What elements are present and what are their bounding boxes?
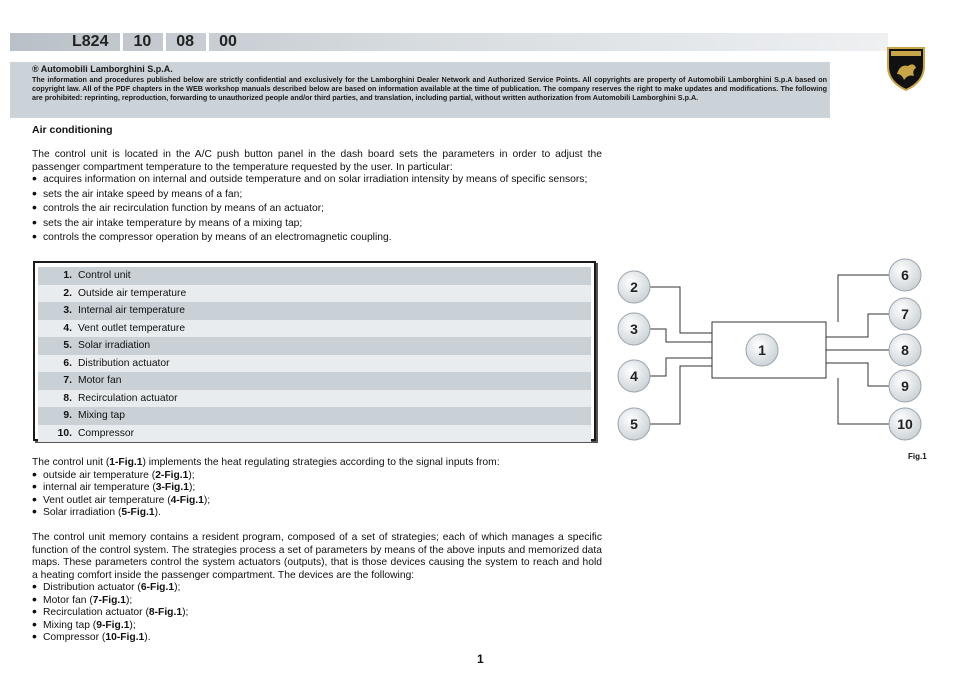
outputs-bullets (32, 582, 602, 645)
code-section: 00 (219, 33, 237, 50)
table-row (38, 320, 591, 338)
legend-label: Solar irradiation (78, 340, 151, 352)
code-subgroup: 08 (172, 33, 209, 51)
intro-text: The control unit is located in the A/C push button panel in the dash board sets the parameters in order to adjust the passenger compartment temperature to the temperature requested by the user. In particular: (32, 149, 602, 173)
copyright-text: The information and procedures published below are strictly confidential and exclusively for the Lamborghini Dealer Network and Authorized Service Points. All copyrights are property of Automobili Lamborghini S.p.A based on copyright law. All of the PDF chapters in the WEB workshop manuals described below are based on information available at the time of publication. The company reserves the right to make updates and modifications. The following are prohibited: reprinting, reproduction, forwarding to unauthorized people and/or third parties, and translation, including partial, without written authorization from Automobili Lamborghini S.p.A. (32, 75, 827, 103)
outputs-paragraph (32, 532, 602, 645)
inputs-bullets (32, 470, 602, 520)
legend-number: 3. (63, 305, 72, 317)
figure-reference: 9-Fig.1 (96, 619, 130, 631)
node-label: 2 (630, 279, 638, 295)
text-run: outside air temperature ( (43, 469, 156, 481)
figure-reference: 6-Fig.1 (140, 582, 175, 593)
list-item (32, 607, 602, 620)
table-row (38, 337, 591, 355)
legend-label: Outside air temperature (78, 287, 187, 299)
text-run: ); (174, 582, 181, 593)
text-run: internal air temperature ( (43, 482, 156, 493)
legend-number: 2. (63, 287, 72, 299)
list-item: • sets the air intake speed by means of a fan; (32, 189, 602, 202)
legend-label: Internal air temperature (78, 305, 186, 317)
text-run: ); (203, 494, 211, 506)
legend-label: Control unit (78, 270, 131, 282)
copyright-notice (32, 64, 827, 102)
intro-bullets (32, 174, 602, 245)
text-run: ); (125, 594, 133, 606)
component-legend (33, 261, 596, 441)
node-label: 10 (897, 416, 913, 432)
list-item (32, 470, 602, 483)
figure-reference: 10-Fig.1 (105, 632, 145, 643)
text-run: ); (182, 607, 189, 618)
text-run: Vent outlet air temperature ( (43, 494, 171, 506)
text-run: The control unit ( (32, 457, 110, 468)
node-label: 5 (630, 416, 638, 432)
table-row (38, 355, 591, 373)
list-item (32, 620, 602, 633)
node-label: 1 (758, 342, 766, 358)
code-group: 10 (129, 33, 166, 51)
text-run: Solar irradiation ( (43, 507, 122, 518)
node-label: 8 (901, 342, 909, 358)
document-codes (68, 33, 255, 51)
text-run: ). (144, 632, 151, 643)
text-run: ); (129, 619, 136, 631)
wiring-diagram (610, 256, 940, 456)
list-item: • controls the compressor operation by means of an electromagnetic coupling. (32, 232, 602, 245)
figure-reference: 2-Fig.1 (155, 469, 189, 481)
table-row (38, 267, 591, 285)
list-item (32, 482, 602, 495)
legend-number: 7. (63, 375, 72, 387)
figure-reference: 1-Fig.1 (109, 457, 143, 468)
table-row (38, 425, 591, 443)
text-run: Mixing tap ( (43, 619, 97, 631)
code-model: L824 (68, 33, 123, 51)
lamborghini-shield-icon (884, 44, 928, 92)
legend-label: Recirculation actuator (78, 392, 178, 404)
list-item (32, 632, 602, 645)
legend-number: 4. (63, 322, 72, 334)
copyright-title: ® Automobili Lamborghini S.p.A. (32, 64, 173, 74)
node-label: 6 (901, 267, 909, 283)
list-item: • controls the air recirculation function by means of an actuator; (32, 203, 602, 216)
figure-reference: 3-Fig.1 (155, 482, 189, 493)
node-label: 7 (901, 306, 909, 322)
legend-number: 10. (57, 427, 72, 439)
table-row (38, 407, 591, 425)
table-row (38, 390, 591, 408)
list-item (32, 582, 602, 595)
figure-reference: 4-Fig.1 (170, 494, 204, 506)
legend-label: Vent outlet temperature (78, 322, 186, 334)
list-item (32, 495, 602, 508)
table-row (38, 302, 591, 320)
text-run: ); (188, 482, 196, 493)
outputs-intro: The control unit memory contains a resident program, composed of a set of strategies; each of which manages a specific function of the control system. The strategies process a set of parameters by means of the above inputs and memorized data maps. These parameters control the system actuators (outputs), that is those devices causing the system to reach and hold a heating comfort inside the passenger compartment. The devices are the following: (32, 532, 602, 581)
figure-reference: 8-Fig.1 (148, 607, 183, 618)
inputs-paragraph (32, 457, 602, 520)
list-item: • sets the air intake temperature by means of a mixing tap; (32, 218, 602, 231)
list-item (32, 595, 602, 608)
text-run: Motor fan ( (43, 594, 93, 606)
legend-number: 6. (63, 357, 72, 369)
legend-label: Distribution actuator (78, 357, 170, 369)
text-run: Compressor ( (43, 632, 106, 643)
legend-label: Compressor (78, 427, 135, 439)
legend-label: Motor fan (78, 375, 122, 387)
page-number: 1 (477, 652, 484, 666)
legend-number: 5. (63, 340, 72, 352)
intro-block (32, 149, 602, 247)
figure-reference: 7-Fig.1 (92, 594, 126, 606)
section-title: Air conditioning (32, 124, 113, 136)
legend-number: 8. (63, 392, 72, 404)
figure-caption: Fig.1 (908, 452, 927, 461)
list-item: • acquires information on internal and outside temperature and on solar irradiation intensity by means of specific sensors; (32, 174, 602, 187)
node-label: 3 (630, 321, 638, 337)
legend-label: Mixing tap (78, 410, 125, 422)
table-row (38, 285, 591, 303)
table-row (38, 372, 591, 390)
text-run: ) implements the heat regulating strategies according to the signal inputs from: (142, 457, 500, 468)
legend-number: 1. (63, 270, 72, 282)
text-run: ). (154, 507, 161, 518)
list-item (32, 507, 602, 520)
node-label: 4 (630, 368, 638, 384)
legend-number: 9. (63, 410, 72, 422)
inputs-intro (32, 457, 602, 470)
text-run: ); (188, 469, 195, 481)
figure-reference: 5-Fig.1 (121, 507, 155, 518)
node-label: 9 (901, 378, 909, 394)
text-run: Recirculation actuator ( (43, 607, 149, 618)
text-run: Distribution actuator ( (43, 582, 141, 593)
